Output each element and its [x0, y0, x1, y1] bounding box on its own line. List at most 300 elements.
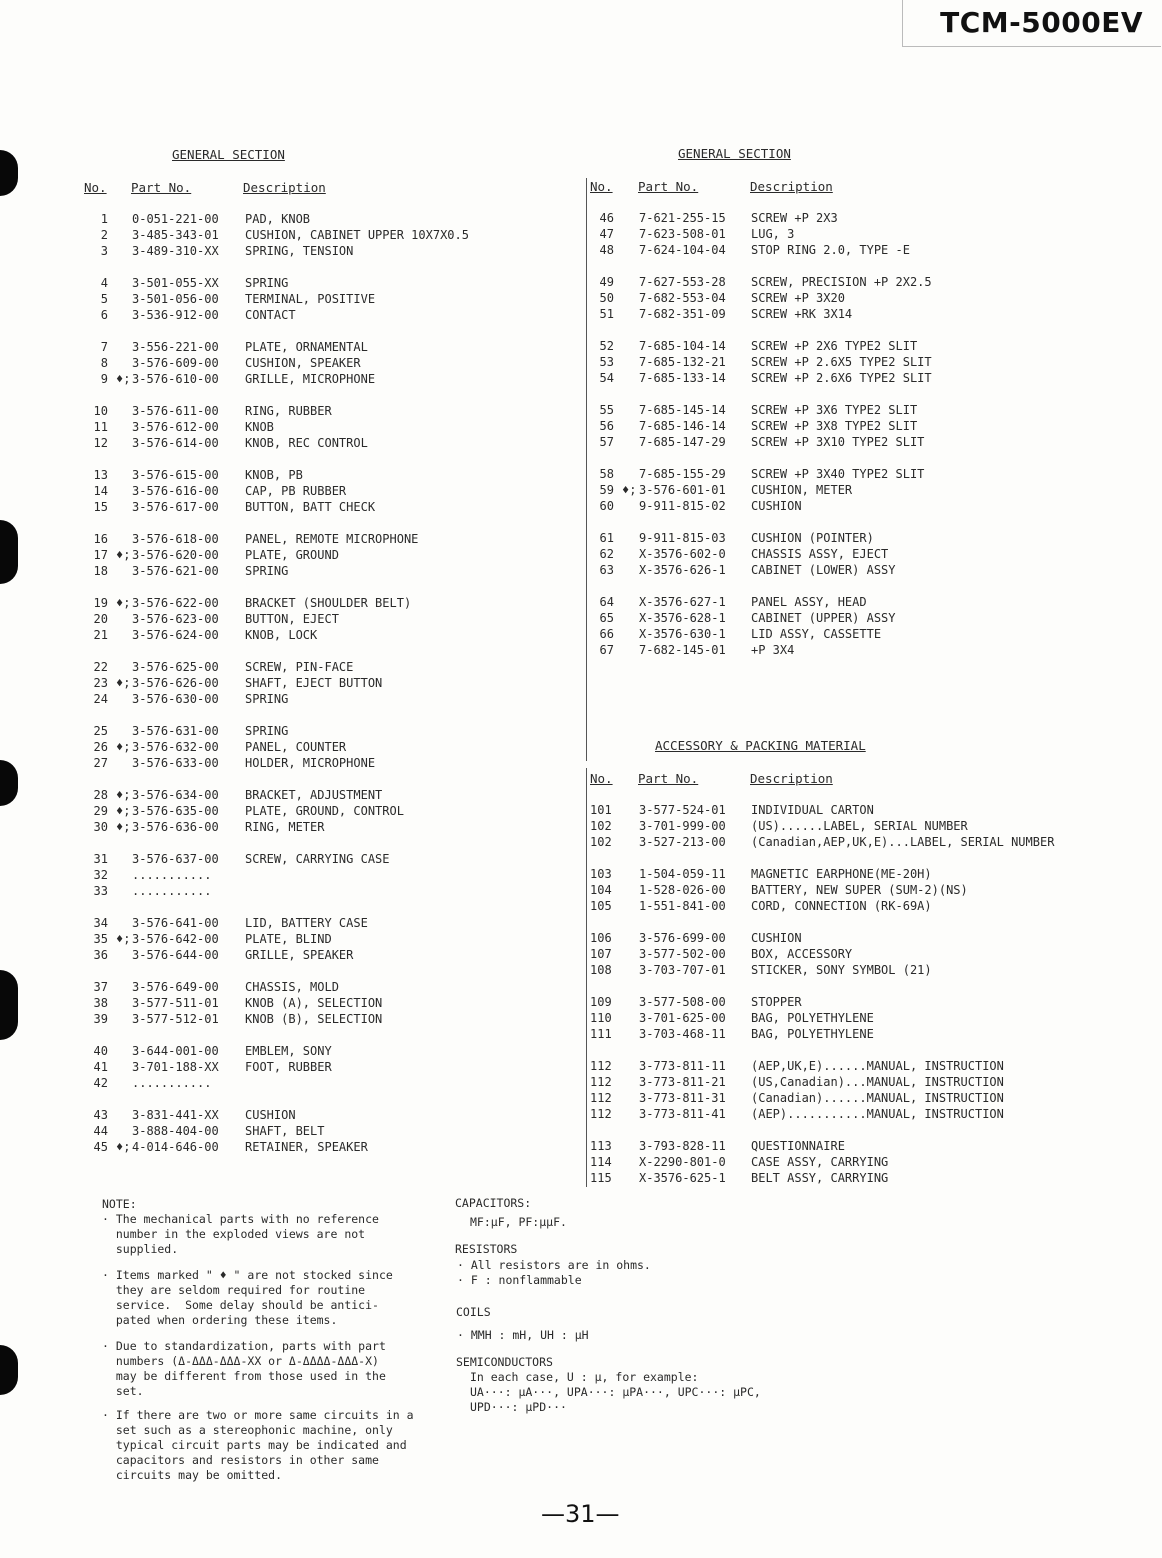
- part-number: 7-627-553-28: [639, 275, 726, 289]
- part-number: 3-576-622-00: [132, 596, 219, 610]
- part-number: 3-644-001-00: [132, 1044, 219, 1058]
- part-description: RETAINER, SPEAKER: [245, 1140, 368, 1154]
- part-description: LID ASSY, CASSETTE: [751, 627, 882, 641]
- item-number: 39: [93, 1012, 108, 1026]
- item-number: 34: [93, 916, 108, 930]
- item-number: 11: [93, 420, 108, 434]
- item-number: 112: [590, 1059, 612, 1073]
- binder-hole-mark: [0, 150, 18, 196]
- part-description: PANEL, COUNTER: [245, 740, 347, 754]
- part-description: INDIVIDUAL CARTON: [751, 803, 874, 817]
- part-number: 3-576-611-00: [132, 404, 219, 418]
- item-number: 112: [590, 1091, 612, 1105]
- not-stocked-mark: ♦;: [622, 483, 637, 497]
- part-description: KNOB, LOCK: [245, 628, 318, 642]
- part-description: SCREW +P 2.6X6 TYPE2 SLIT: [751, 371, 932, 385]
- item-number: 111: [590, 1027, 612, 1041]
- part-number: 3-576-626-00: [132, 676, 219, 690]
- capacitors-title: CAPACITORS:: [455, 1196, 532, 1210]
- item-number: 42: [93, 1076, 108, 1090]
- part-description: KNOB, PB: [245, 468, 303, 482]
- item-number: 30: [93, 820, 108, 834]
- part-description: SCREW +P 3X6 TYPE2 SLIT: [751, 403, 918, 417]
- part-description: SCREW, CARRYING CASE: [245, 852, 390, 866]
- part-number: 3-773-811-41: [639, 1107, 726, 1121]
- item-number: 9: [100, 372, 108, 386]
- item-number: 40: [93, 1044, 108, 1058]
- part-number: 7-685-132-21: [639, 355, 726, 369]
- part-number: 3-556-221-00: [132, 340, 219, 354]
- item-number: 51: [599, 307, 614, 321]
- part-number: 3-576-623-00: [132, 612, 219, 626]
- not-stocked-mark: ♦;: [116, 820, 131, 834]
- part-description: SCREW +P 2.6X5 TYPE2 SLIT: [751, 355, 932, 369]
- part-description: BUTTON, EJECT: [245, 612, 339, 626]
- capacitors-text: MF:µF, PF:µµF.: [470, 1215, 567, 1229]
- part-number: 3-576-642-00: [132, 932, 219, 946]
- part-number: X-3576-602-0: [639, 547, 726, 561]
- item-number: 113: [590, 1139, 612, 1153]
- model-number: TCM-5000EV: [940, 6, 1143, 39]
- part-description: PANEL ASSY, HEAD: [751, 595, 867, 609]
- part-description: RING, METER: [245, 820, 325, 834]
- part-number: ...........: [132, 868, 212, 882]
- item-number: 17: [93, 548, 108, 562]
- binder-hole-mark: [0, 970, 18, 1040]
- item-number: 8: [100, 356, 108, 370]
- item-number: 52: [599, 339, 614, 353]
- part-description: FOOT, RUBBER: [245, 1060, 332, 1074]
- item-number: 46: [599, 211, 614, 225]
- part-number: 3-501-055-XX: [132, 276, 219, 290]
- part-number: 3-888-404-00: [132, 1124, 219, 1138]
- part-description: (AEP)...........MANUAL, INSTRUCTION: [751, 1107, 1004, 1121]
- part-number: 3-576-636-00: [132, 820, 219, 834]
- part-number: 3-576-610-00: [132, 372, 219, 386]
- part-number: 3-577-512-01: [132, 1012, 219, 1026]
- part-description: SCREW +P 3X8 TYPE2 SLIT: [751, 419, 918, 433]
- resistors-title: RESISTORS: [455, 1242, 518, 1256]
- part-description: +P 3X4: [751, 643, 795, 657]
- item-number: 109: [590, 995, 612, 1009]
- not-stocked-mark: ♦;: [116, 788, 131, 802]
- part-description: SHAFT, EJECT BUTTON: [245, 676, 383, 690]
- column-divider: [586, 178, 587, 761]
- part-description: CUSHION, CABINET UPPER 10X7X0.5: [245, 228, 469, 242]
- item-number: 10: [93, 404, 108, 418]
- col-header-part: Part No.: [131, 180, 192, 195]
- item-number: 44: [93, 1124, 108, 1138]
- semiconductors-text: In each case, U : µ, for example: UA···: µA···, UPA···: µPA···, UPC···: µPC, UPD···: µPD···: [470, 1370, 761, 1414]
- part-description: KNOB (A), SELECTION: [245, 996, 383, 1010]
- part-description: SPRING: [245, 724, 289, 738]
- item-number: 14: [93, 484, 108, 498]
- item-number: 114: [590, 1155, 612, 1169]
- item-number: 48: [599, 243, 614, 257]
- part-number: 7-623-508-01: [639, 227, 726, 241]
- item-number: 16: [93, 532, 108, 546]
- item-number: 37: [93, 980, 108, 994]
- part-description: PAD, KNOB: [245, 212, 311, 226]
- part-description: TERMINAL, POSITIVE: [245, 292, 376, 306]
- not-stocked-mark: ♦;: [116, 596, 131, 610]
- part-description: GRILLE, SPEAKER: [245, 948, 354, 962]
- accessory-section-title: ACCESSORY & PACKING MATERIAL: [655, 738, 866, 753]
- part-description: SCREW +P 3X40 TYPE2 SLIT: [751, 467, 925, 481]
- part-description: STICKER, SONY SYMBOL (21): [751, 963, 932, 977]
- binder-hole-mark: [0, 1345, 18, 1395]
- part-description: STOP RING 2.0, TYPE -E: [751, 243, 910, 257]
- item-number: 102: [590, 819, 612, 833]
- part-description: (AEP,UK,E)......MANUAL, INSTRUCTION: [751, 1059, 1004, 1073]
- part-number: 1-528-026-00: [639, 883, 726, 897]
- item-number: 41: [93, 1060, 108, 1074]
- item-number: 110: [590, 1011, 612, 1025]
- part-number: 3-793-828-11: [639, 1139, 726, 1153]
- not-stocked-mark: ♦;: [116, 1140, 131, 1154]
- part-description: PLATE, ORNAMENTAL: [245, 340, 368, 354]
- part-number: 3-576-631-00: [132, 724, 219, 738]
- part-number: 3-576-641-00: [132, 916, 219, 930]
- item-number: 61: [599, 531, 614, 545]
- part-description: SCREW, PRECISION +P 2X2.5: [751, 275, 932, 289]
- part-number: 3-576-644-00: [132, 948, 219, 962]
- part-number: 3-576-620-00: [132, 548, 219, 562]
- part-description: BRACKET, ADJUSTMENT: [245, 788, 383, 802]
- item-number: 50: [599, 291, 614, 305]
- part-description: SCREW +P 3X20: [751, 291, 845, 305]
- col-header-desc: Description: [750, 771, 833, 786]
- item-number: 60: [599, 499, 614, 513]
- part-description: SCREW, PIN-FACE: [245, 660, 354, 674]
- not-stocked-mark: ♦;: [116, 740, 131, 754]
- note-item: · Items marked " ♦ " are not stocked since they are seldom required for routine service. Some delay should be antici- pated when ordering these items.: [102, 1268, 393, 1327]
- part-description: CUSHION: [245, 1108, 296, 1122]
- part-number: 7-685-104-14: [639, 339, 726, 353]
- part-description: CUSHION, SPEAKER: [245, 356, 361, 370]
- part-description: STOPPER: [751, 995, 802, 1009]
- part-number: 3-703-707-01: [639, 963, 726, 977]
- part-number: 3-831-441-XX: [132, 1108, 219, 1122]
- item-number: 65: [599, 611, 614, 625]
- part-description: BUTTON, BATT CHECK: [245, 500, 376, 514]
- part-number: 7-685-146-14: [639, 419, 726, 433]
- item-number: 18: [93, 564, 108, 578]
- part-number: 3-576-616-00: [132, 484, 219, 498]
- item-number: 25: [93, 724, 108, 738]
- part-number: 3-489-310-XX: [132, 244, 219, 258]
- part-number: 7-685-145-14: [639, 403, 726, 417]
- item-number: 67: [599, 643, 614, 657]
- binder-hole-mark: [0, 760, 18, 806]
- part-number: 3-576-624-00: [132, 628, 219, 642]
- item-number: 32: [93, 868, 108, 882]
- item-number: 45: [93, 1140, 108, 1154]
- item-number: 15: [93, 500, 108, 514]
- part-description: PLATE, BLIND: [245, 932, 332, 946]
- col-header-desc: Description: [243, 180, 326, 195]
- part-number: X-3576-626-1: [639, 563, 726, 577]
- part-description: RING, RUBBER: [245, 404, 332, 418]
- part-description: CHASSIS, MOLD: [245, 980, 339, 994]
- note-item: · Due to standardization, parts with part numbers (Δ-ΔΔΔ-ΔΔΔ-XX or Δ-ΔΔΔΔ-ΔΔΔ-X) may be different from those used in the set.: [102, 1339, 386, 1398]
- part-description: CHASSIS ASSY, EJECT: [751, 547, 889, 561]
- item-number: 2: [100, 228, 108, 242]
- col-header-no: No.: [84, 180, 107, 195]
- item-number: 3: [100, 244, 108, 258]
- model-label-box: [902, 0, 1161, 47]
- item-number: 101: [590, 803, 612, 817]
- part-number: 7-685-155-29: [639, 467, 726, 481]
- part-description: HOLDER, MICROPHONE: [245, 756, 376, 770]
- part-number: 7-624-104-04: [639, 243, 726, 257]
- semiconductors-title: SEMICONDUCTORS: [456, 1355, 553, 1369]
- item-number: 12: [93, 436, 108, 450]
- part-description: CAP, PB RUBBER: [245, 484, 347, 498]
- part-number: X-3576-627-1: [639, 595, 726, 609]
- part-description: SPRING: [245, 276, 289, 290]
- col-header-part: Part No.: [638, 179, 699, 194]
- part-description: CUSHION (POINTER): [751, 531, 874, 545]
- part-number: 3-773-811-31: [639, 1091, 726, 1105]
- part-description: (US,Canadian)...MANUAL, INSTRUCTION: [751, 1075, 1004, 1089]
- part-number: 3-576-612-00: [132, 420, 219, 434]
- part-description: SHAFT, BELT: [245, 1124, 325, 1138]
- coils-title: COILS: [456, 1305, 491, 1319]
- part-description: BATTERY, NEW SUPER (SUM-2)(NS): [751, 883, 968, 897]
- part-description: CABINET (UPPER) ASSY: [751, 611, 896, 625]
- part-number: 3-701-625-00: [639, 1011, 726, 1025]
- part-description: CORD, CONNECTION (RK-69A): [751, 899, 932, 913]
- part-description: SCREW +P 2X6 TYPE2 SLIT: [751, 339, 918, 353]
- part-number: 3-576-614-00: [132, 436, 219, 450]
- part-description: EMBLEM, SONY: [245, 1044, 332, 1058]
- item-number: 104: [590, 883, 612, 897]
- part-number: 3-701-188-XX: [132, 1060, 219, 1074]
- item-number: 57: [599, 435, 614, 449]
- part-number: 3-576-609-00: [132, 356, 219, 370]
- part-number: 3-501-056-00: [132, 292, 219, 306]
- item-number: 31: [93, 852, 108, 866]
- part-number: 3-576-635-00: [132, 804, 219, 818]
- col-header-no: No.: [590, 179, 613, 194]
- item-number: 26: [93, 740, 108, 754]
- item-number: 106: [590, 931, 612, 945]
- note-item: · If there are two or more same circuits in a set such as a stereophonic machine, only typical circuit parts may be indicated and capacitors and resistors in other same circuits may be omitted.: [102, 1408, 414, 1482]
- part-number: 7-682-145-01: [639, 643, 726, 657]
- item-number: 56: [599, 419, 614, 433]
- note-title: NOTE:: [102, 1197, 137, 1211]
- item-number: 66: [599, 627, 614, 641]
- part-description: SPRING, TENSION: [245, 244, 354, 258]
- col-header-desc: Description: [750, 179, 833, 194]
- part-description: (Canadian,AEP,UK,E)...LABEL, SERIAL NUMBER: [751, 835, 1055, 849]
- part-number: 3-576-615-00: [132, 468, 219, 482]
- item-number: 38: [93, 996, 108, 1010]
- item-number: 54: [599, 371, 614, 385]
- item-number: 36: [93, 948, 108, 962]
- part-number: 7-685-133-14: [639, 371, 726, 385]
- part-number: 3-576-634-00: [132, 788, 219, 802]
- part-number: 3-576-699-00: [639, 931, 726, 945]
- item-number: 105: [590, 899, 612, 913]
- item-number: 27: [93, 756, 108, 770]
- item-number: 6: [100, 308, 108, 322]
- item-number: 49: [599, 275, 614, 289]
- part-description: PLATE, GROUND: [245, 548, 339, 562]
- part-number: 3-577-511-01: [132, 996, 219, 1010]
- item-number: 33: [93, 884, 108, 898]
- not-stocked-mark: ♦;: [116, 372, 131, 386]
- part-number: 3-576-621-00: [132, 564, 219, 578]
- part-description: LID, BATTERY CASE: [245, 916, 368, 930]
- item-number: 112: [590, 1075, 612, 1089]
- part-number: 7-682-351-09: [639, 307, 726, 321]
- part-description: BAG, POLYETHYLENE: [751, 1011, 874, 1025]
- part-number: 1-504-059-11: [639, 867, 726, 881]
- part-description: CONTACT: [245, 308, 296, 322]
- resistors-text: · All resistors are in ohms. · F : nonflammable: [457, 1258, 651, 1287]
- item-number: 112: [590, 1107, 612, 1121]
- item-number: 62: [599, 547, 614, 561]
- left-section-title: GENERAL SECTION: [172, 147, 285, 162]
- part-number: 3-576-625-00: [132, 660, 219, 674]
- item-number: 35: [93, 932, 108, 946]
- not-stocked-mark: ♦;: [116, 932, 131, 946]
- not-stocked-mark: ♦;: [116, 548, 131, 562]
- item-number: 47: [599, 227, 614, 241]
- part-number: X-2290-801-0: [639, 1155, 726, 1169]
- part-number: 7-685-147-29: [639, 435, 726, 449]
- item-number: 22: [93, 660, 108, 674]
- part-number: 4-014-646-00: [132, 1140, 219, 1154]
- item-number: 1: [100, 212, 108, 226]
- right-section-title: GENERAL SECTION: [678, 146, 791, 161]
- part-number: 3-703-468-11: [639, 1027, 726, 1041]
- part-description: SCREW +RK 3X14: [751, 307, 853, 321]
- item-number: 20: [93, 612, 108, 626]
- part-description: CABINET (LOWER) ASSY: [751, 563, 896, 577]
- part-number: 3-773-811-21: [639, 1075, 726, 1089]
- item-number: 63: [599, 563, 614, 577]
- item-number: 7: [100, 340, 108, 354]
- part-description: SCREW +P 2X3: [751, 211, 838, 225]
- part-number: 7-682-553-04: [639, 291, 726, 305]
- part-description: SPRING: [245, 692, 289, 706]
- item-number: 115: [590, 1171, 612, 1185]
- item-number: 107: [590, 947, 612, 961]
- part-number: 0-051-221-00: [132, 212, 219, 226]
- part-description: BRACKET (SHOULDER BELT): [245, 596, 412, 610]
- part-number: ...........: [132, 1076, 212, 1090]
- item-number: 59: [599, 483, 614, 497]
- part-description: CUSHION, METER: [751, 483, 853, 497]
- part-number: X-3576-625-1: [639, 1171, 726, 1185]
- part-description: (US)......LABEL, SERIAL NUMBER: [751, 819, 968, 833]
- item-number: 29: [93, 804, 108, 818]
- part-number: X-3576-628-1: [639, 611, 726, 625]
- item-number: 24: [93, 692, 108, 706]
- part-number: 3-701-999-00: [639, 819, 726, 833]
- part-description: CUSHION: [751, 499, 802, 513]
- item-number: 102: [590, 835, 612, 849]
- note-item: · The mechanical parts with no reference number in the exploded views are not supplied.: [102, 1212, 379, 1256]
- part-number: 3-773-811-11: [639, 1059, 726, 1073]
- part-number: 3-576-649-00: [132, 980, 219, 994]
- item-number: 13: [93, 468, 108, 482]
- part-description: KNOB (B), SELECTION: [245, 1012, 383, 1026]
- item-number: 108: [590, 963, 612, 977]
- part-description: GRILLE, MICROPHONE: [245, 372, 376, 386]
- item-number: 4: [100, 276, 108, 290]
- not-stocked-mark: ♦;: [116, 676, 131, 690]
- part-number: 3-576-617-00: [132, 500, 219, 514]
- part-number: 3-576-630-00: [132, 692, 219, 706]
- coils-text: · MMH : mH, UH : µH: [457, 1328, 589, 1342]
- part-description: (Canadian)......MANUAL, INSTRUCTION: [751, 1091, 1004, 1105]
- part-description: MAGNETIC EARPHONE(ME-20H): [751, 867, 932, 881]
- item-number: 28: [93, 788, 108, 802]
- column-divider: [586, 768, 587, 1187]
- not-stocked-mark: ♦;: [116, 804, 131, 818]
- part-description: KNOB, REC CONTROL: [245, 436, 368, 450]
- part-description: PANEL, REMOTE MICROPHONE: [245, 532, 419, 546]
- part-number: 3-485-343-01: [132, 228, 219, 242]
- part-description: SCREW +P 3X10 TYPE2 SLIT: [751, 435, 925, 449]
- part-description: CUSHION: [751, 931, 802, 945]
- part-description: PLATE, GROUND, CONTROL: [245, 804, 404, 818]
- part-description: LUG, 3: [751, 227, 795, 241]
- part-description: QUESTIONNAIRE: [751, 1139, 845, 1153]
- binder-hole-mark: [0, 520, 18, 584]
- item-number: 53: [599, 355, 614, 369]
- part-number: 7-621-255-15: [639, 211, 726, 225]
- part-number: 3-576-637-00: [132, 852, 219, 866]
- part-number: 3-577-524-01: [639, 803, 726, 817]
- part-number: 3-576-633-00: [132, 756, 219, 770]
- part-description: BELT ASSY, CARRYING: [751, 1171, 889, 1185]
- part-number: 3-527-213-00: [639, 835, 726, 849]
- part-number: 3-576-618-00: [132, 532, 219, 546]
- part-number: 9-911-815-03: [639, 531, 726, 545]
- part-number: 3-576-632-00: [132, 740, 219, 754]
- item-number: 23: [93, 676, 108, 690]
- col-header-part: Part No.: [638, 771, 699, 786]
- part-number: 9-911-815-02: [639, 499, 726, 513]
- page-number: —31—: [541, 1500, 620, 1528]
- item-number: 55: [599, 403, 614, 417]
- part-number: 3-577-502-00: [639, 947, 726, 961]
- item-number: 103: [590, 867, 612, 881]
- item-number: 64: [599, 595, 614, 609]
- item-number: 58: [599, 467, 614, 481]
- part-description: SPRING: [245, 564, 289, 578]
- part-description: KNOB: [245, 420, 274, 434]
- col-header-no: No.: [590, 771, 613, 786]
- part-number: 3-536-912-00: [132, 308, 219, 322]
- part-number: ...........: [132, 884, 212, 898]
- part-number: 3-576-601-01: [639, 483, 726, 497]
- part-number: 1-551-841-00: [639, 899, 726, 913]
- part-description: CASE ASSY, CARRYING: [751, 1155, 889, 1169]
- item-number: 19: [93, 596, 108, 610]
- part-number: 3-577-508-00: [639, 995, 726, 1009]
- part-number: X-3576-630-1: [639, 627, 726, 641]
- item-number: 5: [100, 292, 108, 306]
- part-description: BOX, ACCESSORY: [751, 947, 853, 961]
- item-number: 43: [93, 1108, 108, 1122]
- part-description: BAG, POLYETHYLENE: [751, 1027, 874, 1041]
